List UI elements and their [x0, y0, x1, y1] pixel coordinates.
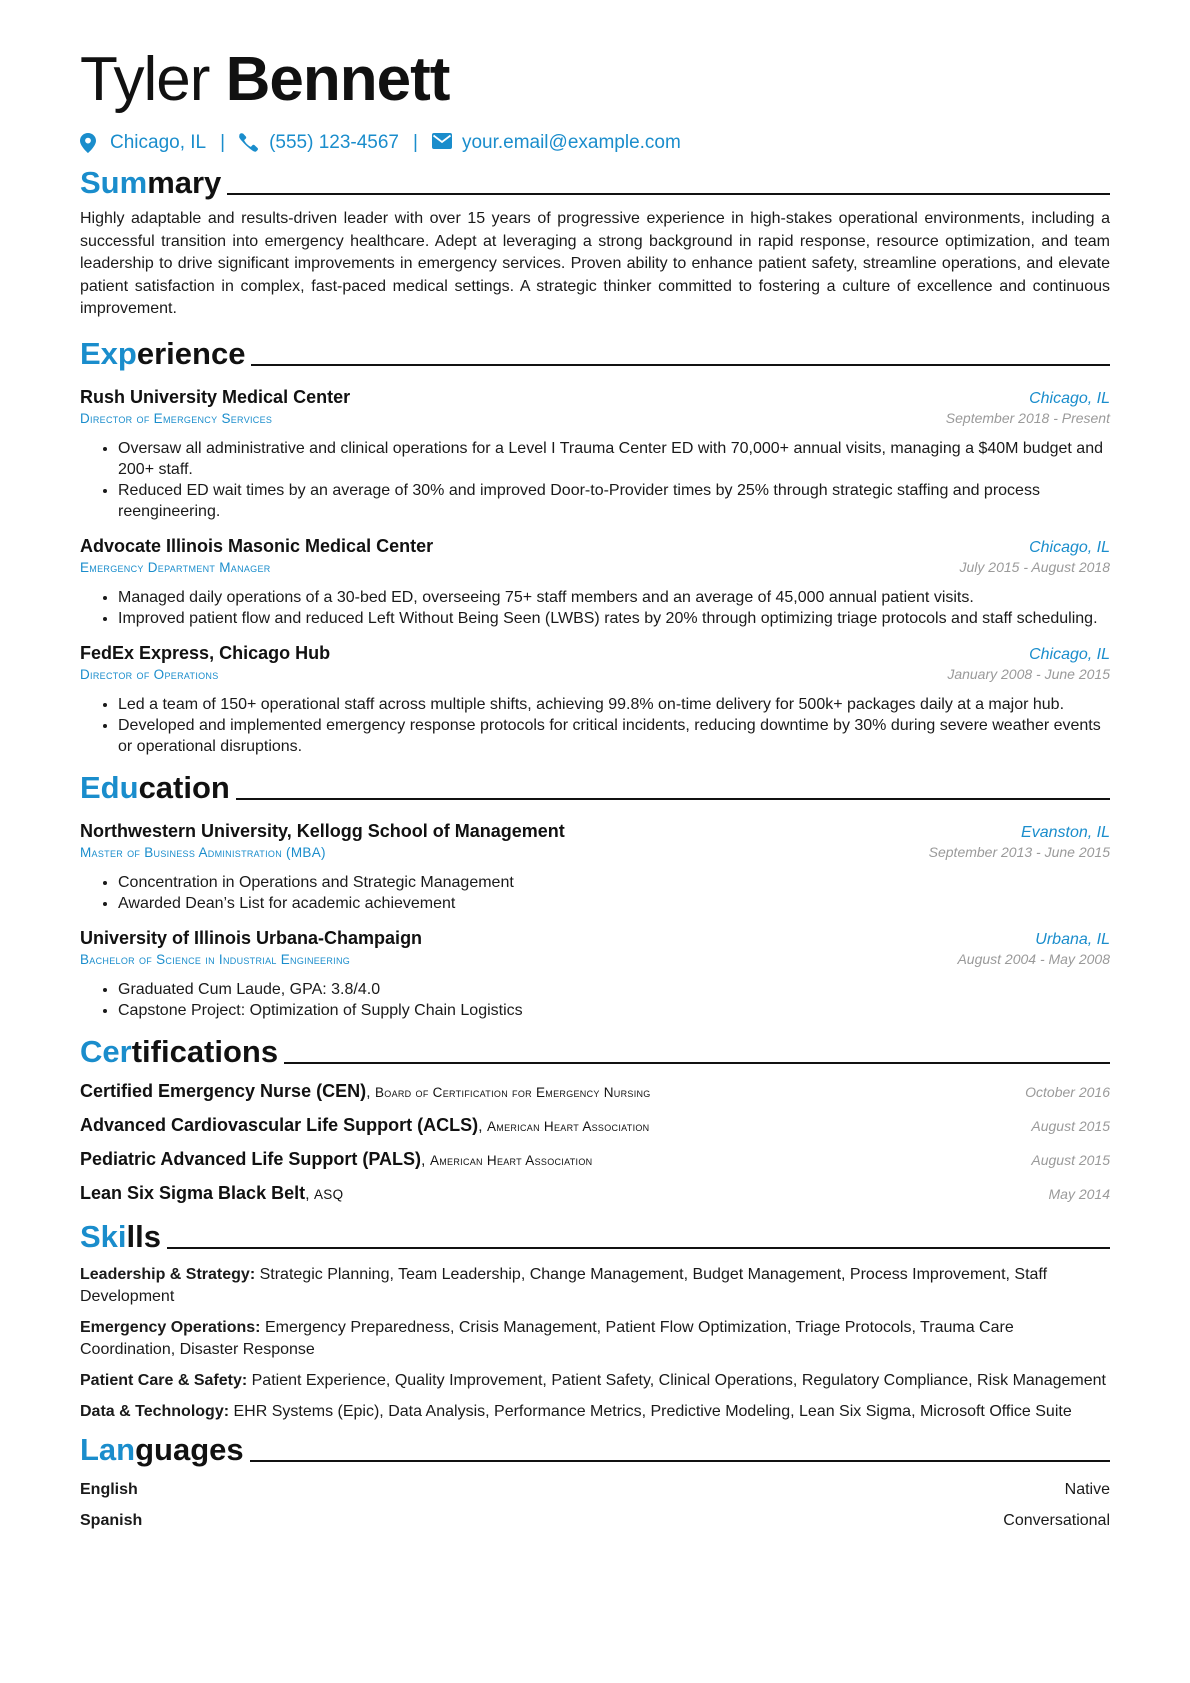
certification-text: [80, 1183, 343, 1204]
certification-text: [80, 1149, 592, 1170]
envelope-icon: [432, 133, 452, 153]
bullet-item: • Oversaw all administrative and clinical operations for a Level I Trauma Center ED with 70,000+ annual visits, managing a $40M budget and 200+ staff.: [118, 438, 1110, 480]
section-rule: [250, 1460, 1110, 1462]
section-title: Education: [80, 769, 230, 805]
experience-entry: [80, 643, 1110, 757]
contact-separator: |: [220, 132, 226, 153]
section-rule: [236, 798, 1110, 800]
entry-location: Chicago, IL: [1029, 645, 1110, 663]
entry-dates: September 2013 - June 2015: [928, 843, 1110, 860]
contact-line: [80, 132, 1110, 154]
language-level: Native: [1064, 1480, 1110, 1498]
experience-list: [80, 387, 1110, 757]
certification-issuer: American Heart Association: [429, 1152, 593, 1168]
entry-bullets: [80, 979, 1110, 1021]
certification-date: August 2015: [1031, 1117, 1110, 1134]
skill-category: Leadership & Strategy:: [80, 1265, 256, 1283]
experience-entry: [80, 387, 1110, 522]
bullet-item: • Awarded Dean’s List for academic achievement: [118, 893, 1110, 914]
certification-date: October 2016: [1025, 1083, 1110, 1100]
certification-comma: ,: [478, 1117, 487, 1135]
certification-date: May 2014: [1048, 1185, 1110, 1202]
entry-bullets: [80, 872, 1110, 914]
entry-location: Chicago, IL: [1029, 389, 1110, 407]
bullet-item: • Led a team of 150+ operational staff across multiple shifts, achieving 99.8% on-time delivery for 500k+ packages daily at a major hub.: [118, 694, 1110, 715]
certification-name: Pediatric Advanced Life Support (PALS): [80, 1148, 422, 1169]
certification-row: [80, 1081, 1110, 1110]
entry-bullets: [80, 694, 1110, 757]
entry-dates: September 2018 - Present: [945, 409, 1110, 426]
entry-header: [80, 643, 1110, 664]
entry-location: Chicago, IL: [1029, 538, 1110, 556]
entry-subheader: [80, 408, 1110, 426]
education-entry: [80, 821, 1110, 914]
section-title: Languages: [80, 1431, 244, 1467]
contact-email[interactable]: [432, 132, 681, 154]
section-title: Summary: [80, 165, 222, 200]
entry-bullets: [80, 438, 1110, 522]
entry-subheader: [80, 557, 1110, 575]
entry-dates: July 2015 - August 2018: [959, 558, 1110, 575]
section-title: Experience: [80, 335, 246, 371]
phone-text: (555) 123-4567: [269, 132, 399, 153]
certification-text: [80, 1115, 649, 1136]
summary-text: Highly adaptable and results-driven leader with over 15 years of progressive experience in high-stakes operational environments, including a successful transition into emergency healthcare. Adept at leveraging a strong background in rapid response, resource optimization, and team leadership to drive significant improvements in emergency services. Proven ability to enhance patient safety, streamline operations, and elevate patient satisfaction in complex, fast-paced medical settings. A strategic thinker committed to fostering a culture of excellence and continuous improvement.: [80, 210, 1110, 317]
entry-role: Bachelor of Science in Industrial Engineering: [80, 951, 351, 967]
education-entry: [80, 928, 1110, 1021]
skill-category: Emergency Operations:: [80, 1318, 261, 1336]
entry-organization: University of Illinois Urbana-Champaign: [80, 927, 423, 948]
skill-row: [80, 1401, 1110, 1423]
contact-location: [80, 132, 206, 154]
contact-phone[interactable]: [239, 132, 399, 154]
language-row: [80, 1481, 1110, 1504]
entry-organization: Rush University Medical Center: [80, 386, 351, 407]
section-certifications-heading: [80, 1033, 1110, 1071]
entry-role: Director of Operations: [80, 666, 219, 682]
skill-list-text: Emergency Preparedness, Crisis Management, Patient Flow Optimization, Triage Protocols, Trauma Care Coordination, Disaster Response: [80, 1318, 1014, 1358]
entry-location: Urbana, IL: [1035, 930, 1110, 948]
language-name: Spanish: [80, 1511, 143, 1529]
first-name: Tyler: [80, 45, 210, 114]
language-row: [80, 1512, 1110, 1535]
section-skills-heading: [80, 1218, 1110, 1256]
section-rule: [167, 1247, 1110, 1249]
bullet-item: • Managed daily operations of a 30-bed ED, overseeing 75+ staff members and an average of 45,000 annual patient visits.: [118, 587, 1110, 608]
skill-category: Data & Technology:: [80, 1402, 230, 1420]
entry-role: Director of Emergency Services: [80, 410, 273, 426]
entry-role: Emergency Department Manager: [80, 559, 271, 575]
certification-row: [80, 1183, 1110, 1212]
section-title: Skills: [80, 1218, 161, 1254]
entry-organization: FedEx Express, Chicago Hub: [80, 642, 331, 663]
skill-list-text: EHR Systems (Epic), Data Analysis, Performance Metrics, Predictive Modeling, Lean Six Sigma, Microsoft Office Suite: [233, 1402, 1072, 1420]
entry-location: Evanston, IL: [1021, 823, 1110, 841]
entry-header: [80, 536, 1110, 557]
certification-issuer: American Heart Association: [486, 1118, 650, 1134]
entry-header: [80, 387, 1110, 408]
map-marker-icon: [80, 133, 100, 153]
section-rule: [251, 364, 1110, 366]
section-languages-heading: [80, 1431, 1110, 1469]
language-name: English: [80, 1480, 138, 1498]
certification-date: August 2015: [1031, 1151, 1110, 1168]
section-rule: [227, 193, 1110, 195]
entry-organization: Northwestern University, Kellogg School of Management: [80, 820, 565, 841]
last-name: Bennett: [225, 45, 450, 114]
bullet-item: • Concentration in Operations and Strategic Management: [118, 872, 1110, 893]
entry-subheader: [80, 949, 1110, 967]
certification-row: [80, 1115, 1110, 1144]
skill-row: [80, 1317, 1110, 1361]
entry-subheader: [80, 664, 1110, 682]
bullet-item: • Improved patient flow and reduced Left Without Being Seen (LWBS) rates by 20% through optimizing triage protocols and staff scheduling.: [118, 608, 1110, 629]
skill-list: [80, 1264, 1110, 1423]
section-experience-heading: [80, 335, 1110, 373]
location-text: Chicago, IL: [110, 132, 207, 153]
section-title: Certifications: [80, 1033, 279, 1069]
entry-dates: August 2004 - May 2008: [957, 950, 1110, 967]
experience-entry: [80, 536, 1110, 629]
certification-name: Certified Emergency Nurse (CEN): [80, 1080, 367, 1101]
certification-comma: ,: [421, 1151, 430, 1169]
bullet-item: • Developed and implemented emergency response protocols for critical incidents, reducing downtime by 30% during severe weather events or operational disruptions.: [118, 715, 1110, 757]
certification-name: Lean Six Sigma Black Belt: [80, 1182, 306, 1203]
certification-name: Advanced Cardiovascular Life Support (ACLS): [80, 1114, 479, 1135]
candidate-name: [80, 42, 1110, 118]
section-summary-heading: [80, 164, 1110, 202]
phone-icon: [239, 133, 259, 153]
section-rule: [284, 1062, 1110, 1064]
entry-role: Master of Business Administration (MBA): [80, 844, 326, 860]
skill-row: [80, 1370, 1110, 1392]
bullet-item: • Capstone Project: Optimization of Supply Chain Logistics: [118, 1000, 1110, 1021]
contact-separator: |: [413, 132, 418, 153]
entry-subheader: [80, 842, 1110, 860]
certification-row: [80, 1149, 1110, 1178]
section-education-heading: [80, 769, 1110, 807]
certification-issuer: Board of Certification for Emergency Nursing: [374, 1084, 651, 1100]
language-list: [80, 1481, 1110, 1535]
entry-dates: January 2008 - June 2015: [947, 665, 1110, 682]
bullet-item: • Graduated Cum Laude, GPA: 3.8/4.0: [118, 979, 1110, 1000]
certification-list: [80, 1081, 1110, 1212]
skill-category: Patient Care & Safety:: [80, 1371, 248, 1389]
language-level: Conversational: [1003, 1511, 1110, 1529]
certification-issuer: ASQ: [313, 1186, 344, 1202]
email-text: your.email@example.com: [461, 132, 681, 153]
entry-organization: Advocate Illinois Masonic Medical Center: [80, 535, 434, 556]
skill-row: [80, 1264, 1110, 1308]
entry-bullets: [80, 587, 1110, 629]
certification-text: [80, 1081, 651, 1102]
skill-list-text: Patient Experience, Quality Improvement, Patient Safety, Clinical Operations, Regulatory Compliance, Risk Management: [251, 1371, 1106, 1389]
entry-header: [80, 928, 1110, 949]
certification-comma: ,: [305, 1185, 314, 1203]
entry-header: [80, 821, 1110, 842]
bullet-item: • Reduced ED wait times by an average of 30% and improved Door-to-Provider times by 25% through strategic staffing and process reengineering.: [118, 480, 1110, 522]
education-list: [80, 821, 1110, 1021]
skill-list-text: Strategic Planning, Team Leadership, Change Management, Budget Management, Process Improvement, Staff Development: [80, 1265, 1048, 1305]
certification-comma: ,: [366, 1083, 375, 1101]
